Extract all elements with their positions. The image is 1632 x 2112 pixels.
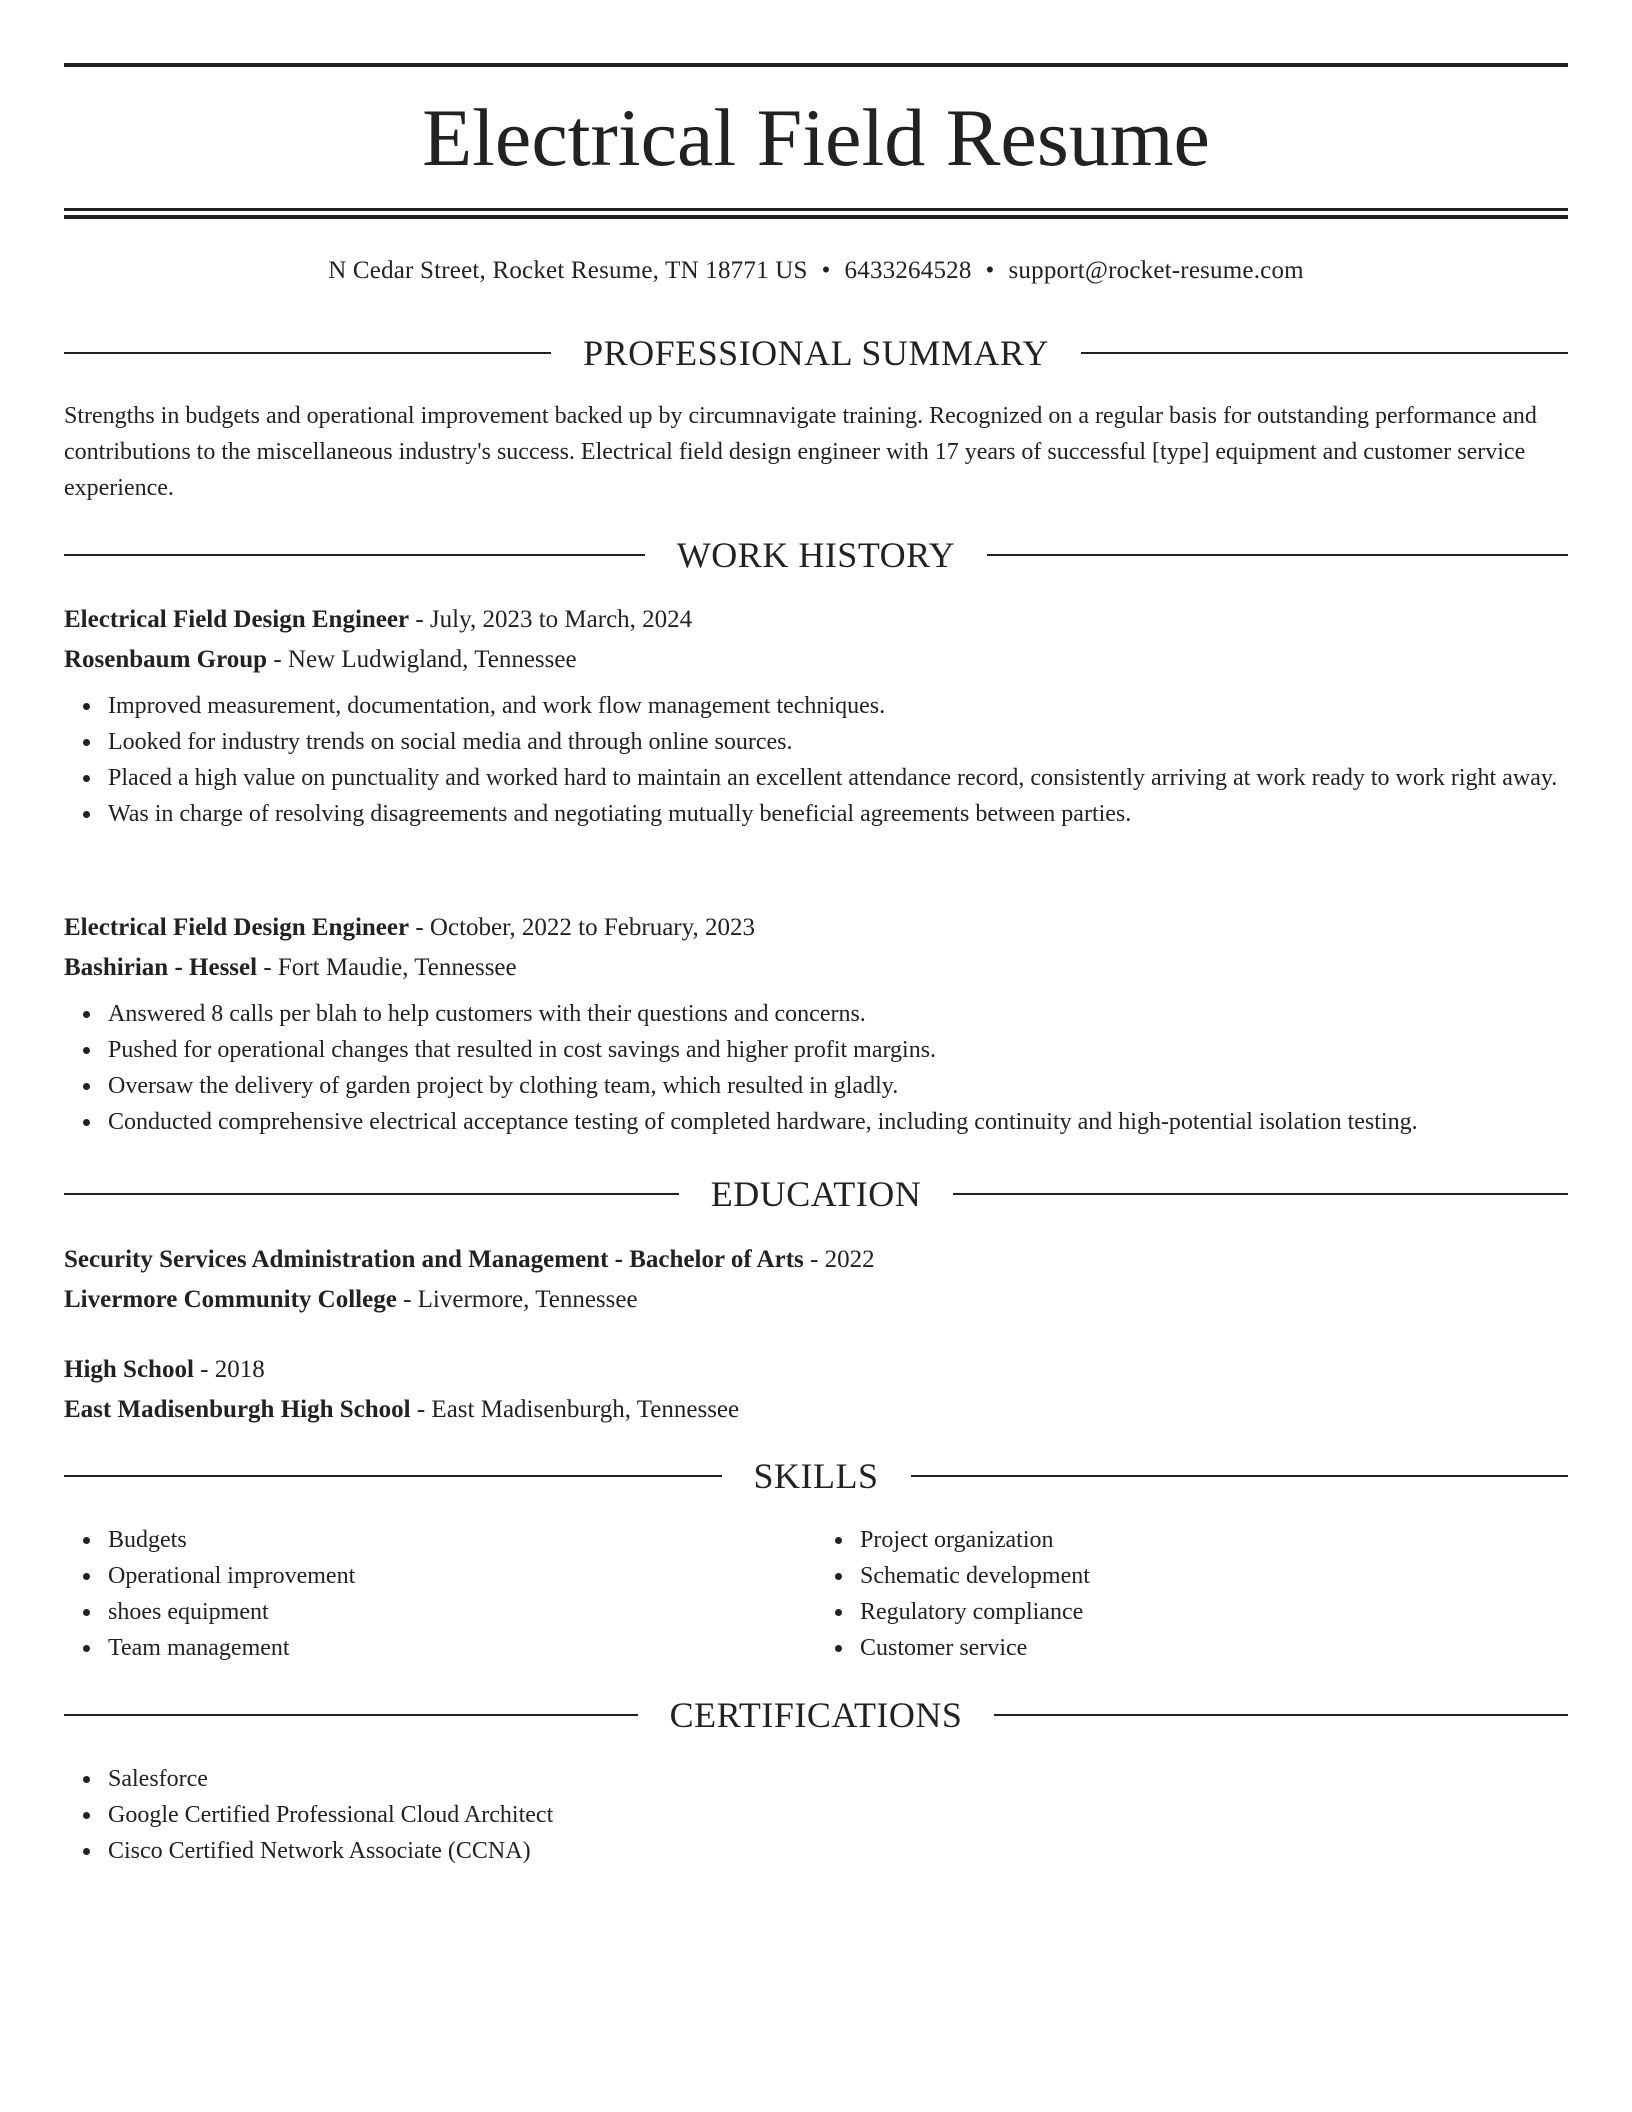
section-title: PROFESSIONAL SUMMARY xyxy=(583,333,1049,373)
education-entry xyxy=(64,1350,1568,1430)
job-bullets xyxy=(64,996,1568,1140)
skill-item: Team management xyxy=(108,1630,816,1666)
job-company: Bashirian - Hessel xyxy=(64,954,258,981)
list-item: Oversaw the delivery of garden project by clothing team, which resulted in gladly. xyxy=(108,1068,1568,1104)
certifications-heading xyxy=(64,1693,1568,1737)
certifications-list xyxy=(64,1761,1568,1869)
school: East Madisenburgh High School xyxy=(64,1396,411,1423)
job-company-line xyxy=(64,948,1568,988)
skill-item: Budgets xyxy=(108,1522,816,1558)
contact-separator: • xyxy=(821,257,831,284)
heading-rule xyxy=(64,1193,679,1195)
school: Livermore Community College xyxy=(64,1286,397,1313)
job-bullets xyxy=(64,688,1568,832)
skills-columns xyxy=(64,1522,1568,1666)
degree-year: - 2018 xyxy=(193,1356,265,1383)
degree: Security Services Administration and Management - Bachelor of Arts xyxy=(64,1246,804,1273)
skill-item: Operational improvement xyxy=(108,1558,816,1594)
summary-block xyxy=(64,398,1568,506)
skill-item: Customer service xyxy=(860,1630,1568,1666)
heading-rule xyxy=(64,1714,638,1716)
job-title-line xyxy=(64,600,1568,640)
section-title: WORK HISTORY xyxy=(676,535,956,575)
skills-list-left xyxy=(64,1522,816,1666)
skills-list-right xyxy=(816,1522,1568,1666)
section-title: EDUCATION xyxy=(710,1174,922,1214)
contact-email: support@rocket-resume.com xyxy=(1008,257,1304,284)
job-location: - New Ludwigland, Tennessee xyxy=(267,646,577,673)
heading-rule xyxy=(911,1475,1569,1477)
certification-item: Cisco Certified Network Associate (CCNA) xyxy=(108,1833,1568,1869)
heading-rule xyxy=(64,554,645,556)
contact-phone: 6433264528 xyxy=(844,257,972,284)
title-double-rule xyxy=(64,208,1568,219)
contact-line xyxy=(64,254,1568,288)
school-location: - East Madisenburgh, Tennessee xyxy=(410,1396,740,1423)
skills-block xyxy=(64,1522,1568,1666)
list-item: Improved measurement, documentation, and work flow management techniques. xyxy=(108,688,1568,724)
degree-year: - 2022 xyxy=(803,1246,875,1273)
summary-heading xyxy=(64,331,1568,375)
heading-rule xyxy=(994,1714,1568,1716)
heading-rule xyxy=(64,1475,722,1477)
job-location: - Fort Maudie, Tennessee xyxy=(257,954,517,981)
school-location: - Livermore, Tennessee xyxy=(396,1286,638,1313)
section-title: SKILLS xyxy=(753,1456,879,1496)
degree: High School xyxy=(64,1356,194,1383)
job-company: Rosenbaum Group xyxy=(64,646,268,673)
skills-heading xyxy=(64,1454,1568,1498)
list-item: Looked for industry trends on social media and through online sources. xyxy=(108,724,1568,760)
education-entry xyxy=(64,1240,1568,1320)
contact-address: N Cedar Street, Rocket Resume, TN 18771 US xyxy=(328,257,808,284)
resume-title: Electrical Field Resume xyxy=(422,92,1210,183)
skill-item: Project organization xyxy=(860,1522,1568,1558)
work-heading xyxy=(64,533,1568,577)
certification-item: Google Certified Professional Cloud Architect xyxy=(108,1797,1568,1833)
job-company-line xyxy=(64,640,1568,680)
job-dates: - October, 2022 to February, 2023 xyxy=(409,914,756,941)
heading-rule xyxy=(1081,352,1568,354)
school-line xyxy=(64,1280,1568,1320)
degree-line xyxy=(64,1350,1568,1390)
list-item: Conducted comprehensive electrical acceptance testing of completed hardware, including continuity and high-potential isolation testing. xyxy=(108,1104,1568,1140)
list-item: Answered 8 calls per blah to help customers with their questions and concerns. xyxy=(108,996,1568,1032)
job-title: Electrical Field Design Engineer xyxy=(64,914,410,941)
job-dates: - July, 2023 to March, 2024 xyxy=(409,606,693,633)
list-item: Was in charge of resolving disagreements and negotiating mutually beneficial agreements between parties. xyxy=(108,796,1568,832)
skill-item: Schematic development xyxy=(860,1558,1568,1594)
top-rule xyxy=(64,63,1568,67)
skill-item: shoes equipment xyxy=(108,1594,816,1630)
job-title: Electrical Field Design Engineer xyxy=(64,606,410,633)
job-entry xyxy=(64,908,1568,1140)
skill-item: Regulatory compliance xyxy=(860,1594,1568,1630)
section-title: CERTIFICATIONS xyxy=(669,1695,963,1735)
contact-separator: • xyxy=(985,257,995,284)
education-heading xyxy=(64,1172,1568,1216)
heading-rule xyxy=(987,554,1568,556)
list-item: Placed a high value on punctuality and worked hard to maintain an excellent attendance record, consistently arriving at work ready to work right away. xyxy=(108,760,1568,796)
job-entry xyxy=(64,600,1568,832)
heading-rule xyxy=(64,352,551,354)
heading-rule xyxy=(953,1193,1568,1195)
school-line xyxy=(64,1390,1568,1430)
summary-text: Strengths in budgets and operational improvement backed up by circumnavigate training. Recognized on a regular basis for outstanding performance and contributions to the miscellaneous industry's success. Electrical field design engineer with 17 years of successful [type] equipment and customer service experience. xyxy=(64,403,1537,501)
certification-item: Salesforce xyxy=(108,1761,1568,1797)
degree-line xyxy=(64,1240,1568,1280)
list-item: Pushed for operational changes that resulted in cost savings and higher profit margins. xyxy=(108,1032,1568,1068)
certifications-block xyxy=(64,1761,1568,1869)
job-title-line xyxy=(64,908,1568,948)
